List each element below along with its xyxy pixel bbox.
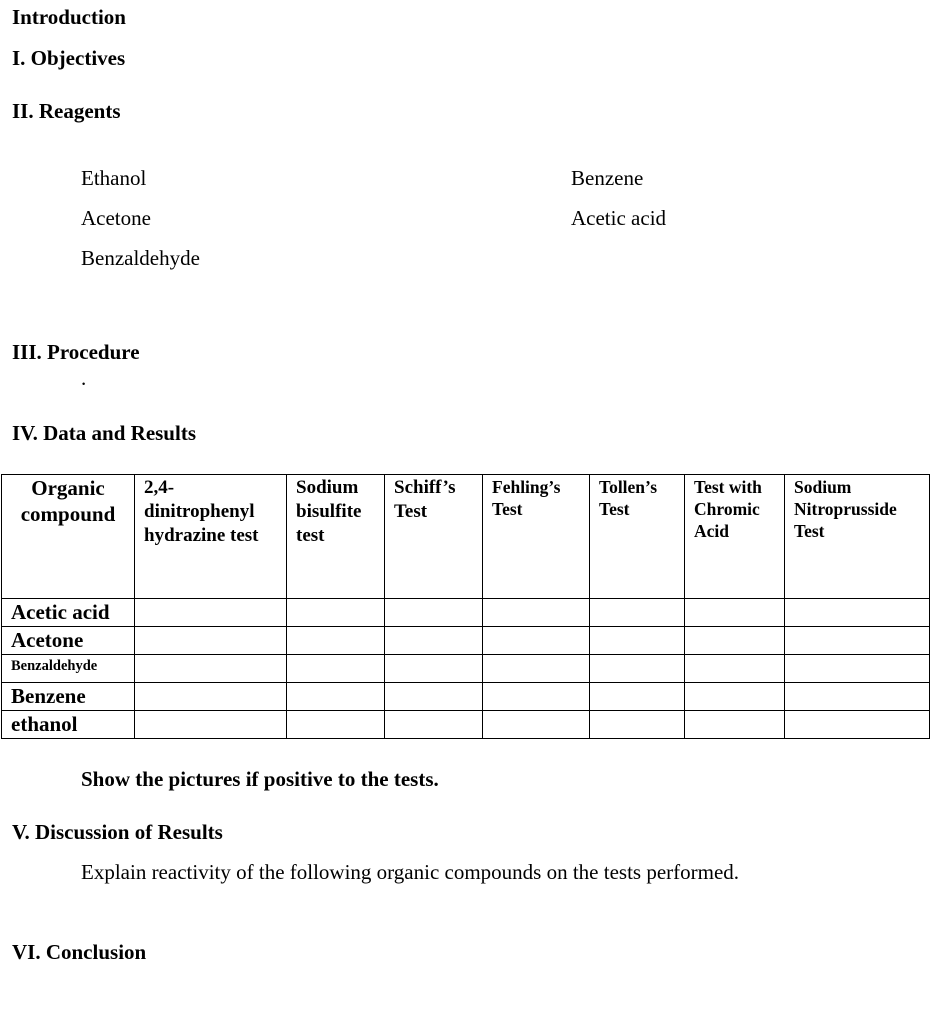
- table-cell[interactable]: [135, 655, 287, 683]
- results-table: [1, 474, 930, 739]
- procedure-bullet: .: [81, 366, 87, 390]
- table-row: [2, 683, 930, 711]
- table-cell[interactable]: [287, 683, 385, 711]
- table-cell[interactable]: [685, 683, 785, 711]
- table-cell[interactable]: [483, 599, 590, 627]
- row-label-ethanol: ethanol: [2, 711, 135, 739]
- table-cell[interactable]: [685, 599, 785, 627]
- heading-objectives: I. Objectives: [12, 46, 126, 70]
- table-row: [2, 627, 930, 655]
- table-row: [2, 599, 930, 627]
- reagent-ethanol: Ethanol: [81, 166, 147, 190]
- heading-conclusion: VI. Conclusion: [12, 940, 147, 964]
- heading-introduction: Introduction: [12, 5, 126, 29]
- row-label-benzaldehyde: Benzaldehyde: [2, 655, 135, 683]
- note-show-pictures: Show the pictures if positive to the tests.: [81, 767, 439, 791]
- heading-procedure: III. Procedure: [12, 340, 140, 364]
- heading-discussion: V. Discussion of Results: [12, 820, 223, 844]
- header-fehlings-test: Fehling’s Test: [483, 475, 590, 599]
- table-cell[interactable]: [287, 655, 385, 683]
- table-cell[interactable]: [385, 683, 483, 711]
- table-cell[interactable]: [685, 655, 785, 683]
- header-dnph-test: 2,4-dinitrophenyl hydrazine test: [135, 475, 287, 599]
- table-row: [2, 655, 930, 683]
- reagent-acetic-acid: Acetic acid: [571, 206, 667, 230]
- header-organic-line1: Organic: [31, 476, 105, 500]
- table-cell[interactable]: [135, 627, 287, 655]
- table-cell[interactable]: [385, 655, 483, 683]
- table-cell[interactable]: [685, 627, 785, 655]
- header-organic-line2: compound: [20, 502, 116, 526]
- heading-reagents: II. Reagents: [12, 99, 121, 123]
- row-label-acetic-acid: Acetic acid: [2, 599, 135, 627]
- row-label-benzene: Benzene: [2, 683, 135, 711]
- header-sodium-nitroprusside-test: Sodium Nitroprusside Test: [785, 475, 930, 599]
- table-cell[interactable]: [385, 599, 483, 627]
- table-header-row: [2, 475, 930, 599]
- header-tollens-test: Tollen’s Test: [590, 475, 685, 599]
- table-cell[interactable]: [135, 599, 287, 627]
- table-cell[interactable]: [685, 711, 785, 739]
- row-label-acetone: Acetone: [2, 627, 135, 655]
- header-sodium-bisulfite-test: Sodium bisulfite test: [287, 475, 385, 599]
- table-cell[interactable]: [590, 683, 685, 711]
- table-cell[interactable]: [590, 627, 685, 655]
- table-cell[interactable]: [785, 627, 930, 655]
- table-cell[interactable]: [483, 655, 590, 683]
- table-row: [2, 711, 930, 739]
- table-cell[interactable]: [287, 627, 385, 655]
- heading-data-results: IV. Data and Results: [12, 421, 196, 445]
- table-cell[interactable]: [385, 627, 483, 655]
- table-cell[interactable]: [483, 683, 590, 711]
- discussion-body: Explain reactivity of the following organic compounds on the tests performed.: [81, 860, 740, 884]
- table-cell[interactable]: [590, 655, 685, 683]
- header-schiffs-test: Schiff’s Test: [385, 475, 483, 599]
- table-cell[interactable]: [785, 711, 930, 739]
- table-cell[interactable]: [785, 683, 930, 711]
- table-cell[interactable]: [287, 711, 385, 739]
- header-chromic-acid-test: Test with Chromic Acid: [685, 475, 785, 599]
- table-cell[interactable]: [483, 711, 590, 739]
- reagent-acetone: Acetone: [81, 206, 151, 230]
- table-cell[interactable]: [785, 599, 930, 627]
- reagent-benzene: Benzene: [571, 166, 644, 190]
- table-cell[interactable]: [590, 599, 685, 627]
- table-cell[interactable]: [135, 683, 287, 711]
- table-cell[interactable]: [135, 711, 287, 739]
- table-cell[interactable]: [385, 711, 483, 739]
- table-cell[interactable]: [785, 655, 930, 683]
- table-cell[interactable]: [287, 599, 385, 627]
- reagent-benzaldehyde: Benzaldehyde: [81, 246, 200, 270]
- header-organic-compound: [2, 475, 135, 599]
- table-cell[interactable]: [483, 627, 590, 655]
- table-cell[interactable]: [590, 711, 685, 739]
